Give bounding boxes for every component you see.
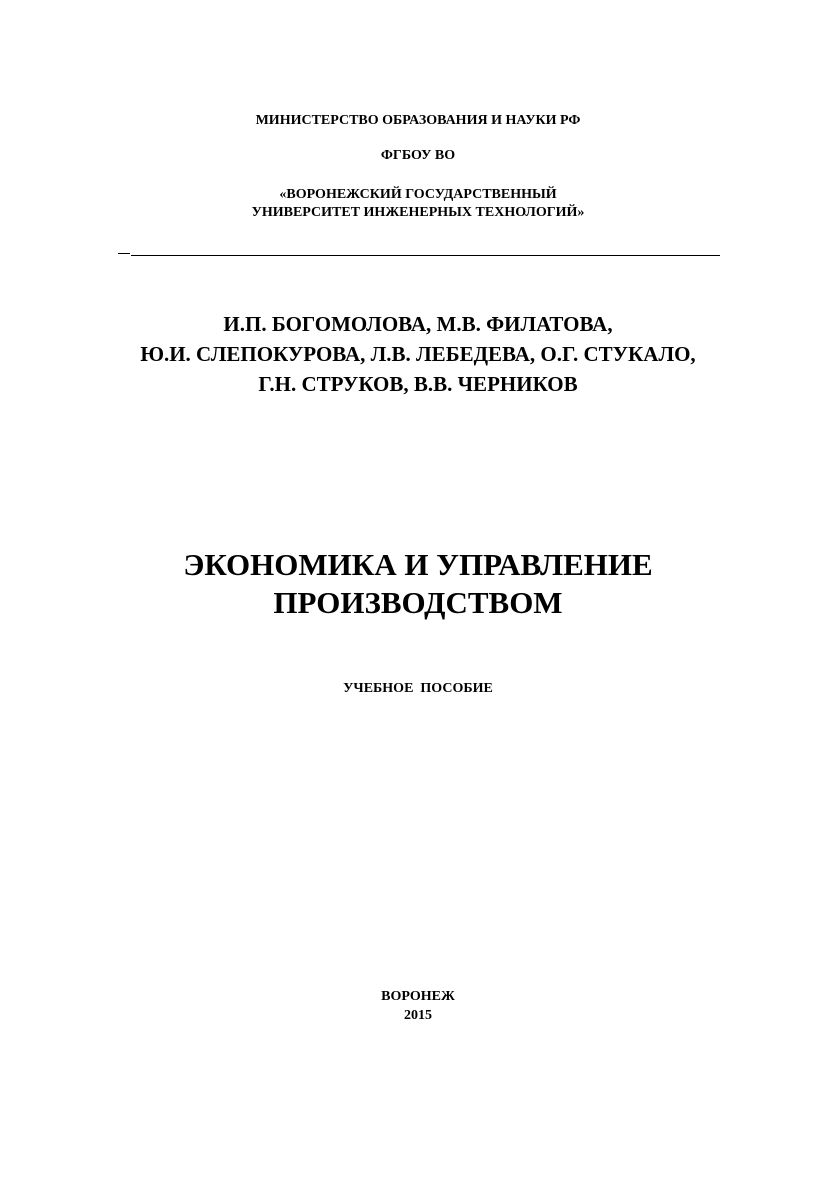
book-title-line1: ЭКОНОМИКА И УПРАВЛЕНИЕ bbox=[183, 547, 653, 582]
year: 2015 bbox=[404, 1008, 432, 1023]
university-name-line2: УНИВЕРСИТЕТ ИНЖЕНЕРНЫХ ТЕХНОЛОГИЙ» bbox=[251, 205, 585, 220]
org-type: ФГБОУ ВО bbox=[380, 148, 456, 163]
book-subtitle: УЧЕБНОЕ ПОСОБИЕ bbox=[343, 681, 493, 696]
authors-line1: И.П. БОГОМОЛОВА, М.В. ФИЛАТОВА, bbox=[223, 312, 613, 336]
book-title-line2: ПРОИЗВОДСТВОМ bbox=[273, 585, 563, 620]
city: ВОРОНЕЖ bbox=[381, 989, 455, 1004]
divider-dash bbox=[118, 253, 130, 254]
ministry-name: МИНИСТЕРСТВО ОБРАЗОВАНИЯ И НАУКИ РФ bbox=[255, 113, 581, 128]
authors-line3: Г.Н. СТРУКОВ, В.В. ЧЕРНИКОВ bbox=[258, 372, 578, 396]
authors-line2: Ю.И. СЛЕПОКУРОВА, Л.В. ЛЕБЕДЕВА, О.Г. СТУКАЛО, bbox=[140, 342, 696, 366]
university-name-line1: «ВОРОНЕЖСКИЙ ГОСУДАРСТВЕННЫЙ bbox=[279, 187, 557, 202]
header-divider bbox=[131, 255, 720, 256]
